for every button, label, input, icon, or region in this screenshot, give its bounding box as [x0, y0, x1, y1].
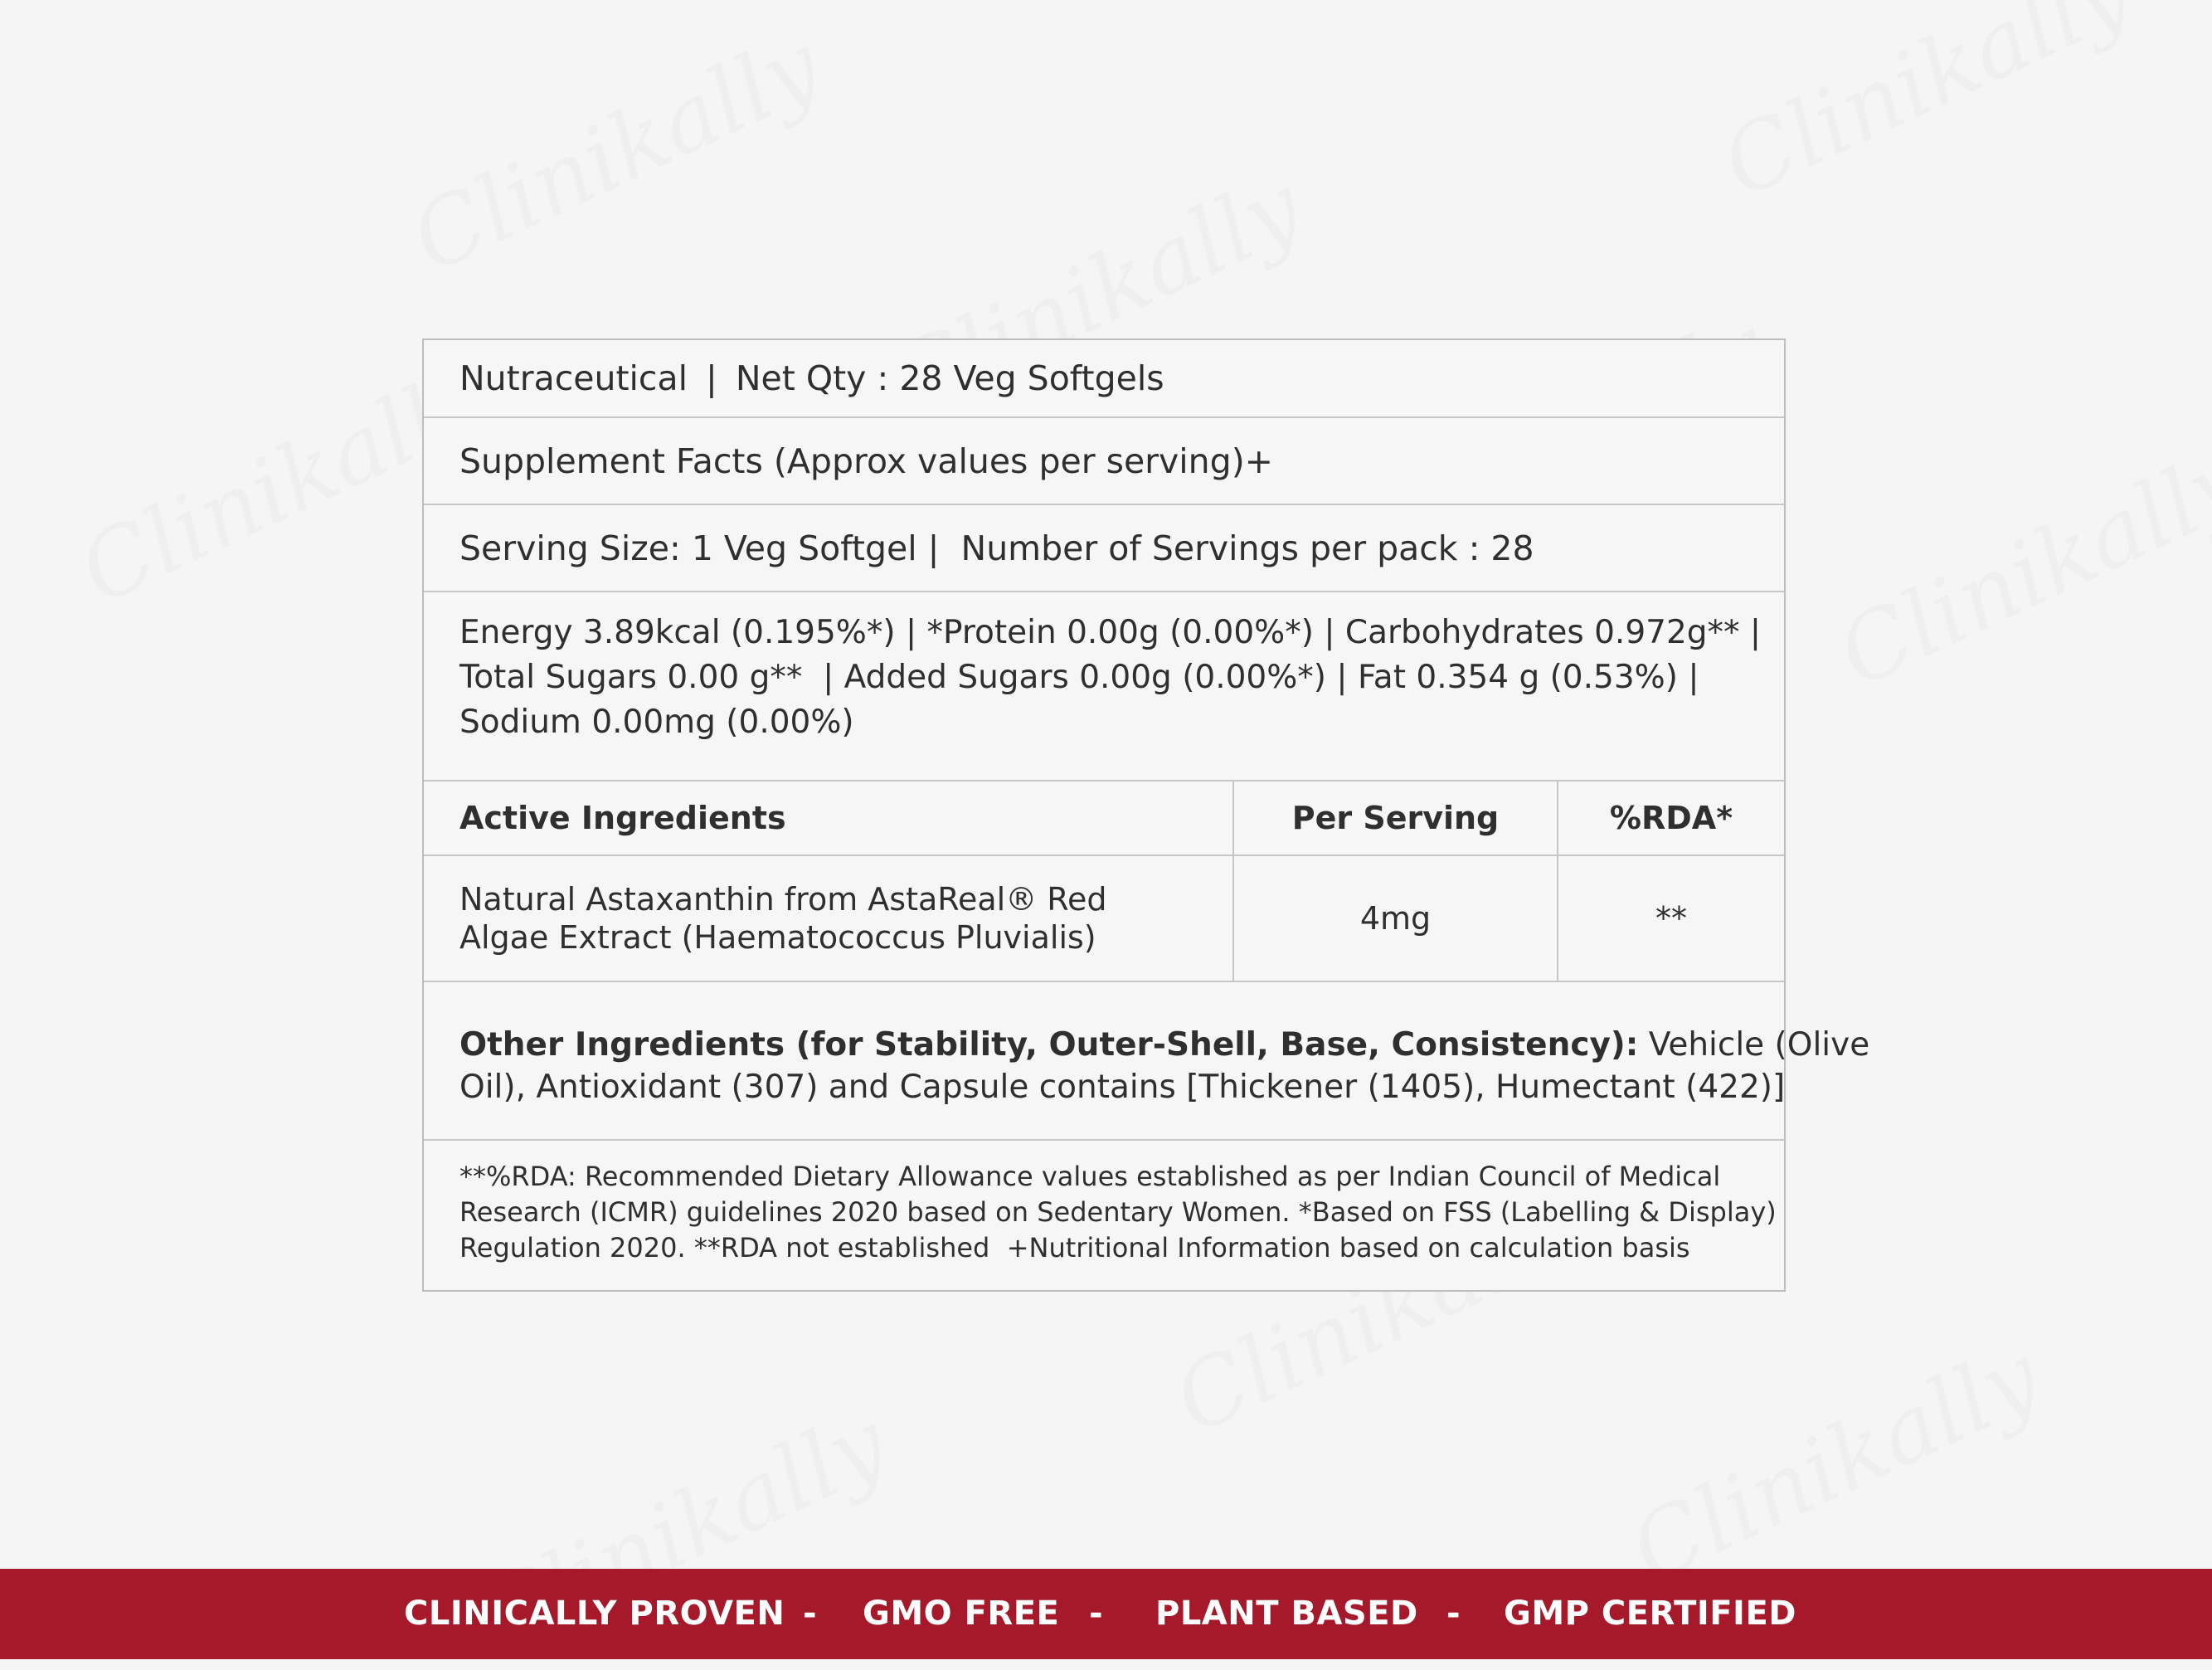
per-serving-cell: 4mg — [1234, 856, 1558, 981]
watermark — [1616, 1323, 2055, 1604]
supplement-facts-title-row — [424, 418, 1784, 505]
watermark — [396, 12, 836, 293]
product-category: Nutraceutical — [459, 358, 688, 398]
rda-cell: ** — [1655, 900, 1687, 937]
supplement-facts-panel — [422, 338, 1870, 1292]
other-ingredients-row — [424, 982, 1870, 1141]
banner-separator: - — [803, 1595, 818, 1633]
nutrition-line: Energy 3.89kcal (0.195%*) | *Protein 0.00g (0.00%*) | Carbohydrates 0.972g** | — [459, 614, 1762, 651]
nutrition-line: Total Sugars 0.00 g** | Added Sugars 0.00g (0.00%*) | Fat 0.354 g (0.53%) | — [459, 659, 1699, 696]
other-ingredients-label: Other Ingredients (for Stability, Outer-Shell, Base, Consistency): — [459, 1026, 1639, 1064]
product-header-row — [424, 340, 1784, 418]
table-row — [424, 856, 1784, 982]
other-ingredients-text: Oil), Antioxidant (307) and Capsule contains [Thickener (1405), Humectant (422)] — [459, 1069, 1786, 1106]
serving-info: Serving Size: 1 Veg Softgel | Number of Servings per pack : 28 — [459, 528, 1534, 568]
other-ingredients-text: Vehicle (Olive — [1638, 1026, 1870, 1064]
active-ingredients-header — [424, 781, 1784, 856]
footnote-line: Research (ICMR) guidelines 2020 based on Sedentary Women. *Based on FSS (Labelling & Display) — [459, 1196, 1777, 1228]
ingredient-name-line: Algae Extract (Haematococcus Pluvialis) — [459, 919, 1096, 956]
certification-banner — [0, 1569, 2212, 1659]
banner-separator: - — [1446, 1595, 1461, 1633]
nutrition-line: Sodium 0.00mg (0.00%) — [459, 704, 854, 741]
column-header-ingredient: Active Ingredients — [424, 781, 1234, 854]
supplement-facts-title: Supplement Facts (Approx values per serving)+ — [459, 441, 1274, 481]
banner-item-clinically-proven: CLINICALLY PROVEN — [404, 1595, 785, 1633]
net-quantity: Net Qty : 28 Veg Softgels — [735, 358, 1164, 398]
other-ingredients-line — [459, 1024, 1870, 1066]
banner-item-gmp-certified: GMP CERTIFIED — [1504, 1595, 1796, 1633]
nutrition-info-row — [424, 592, 1784, 781]
footnote-line: **%RDA: Recommended Dietary Allowance values established as per Indian Council of Medical — [459, 1161, 1721, 1192]
column-header-rda: %RDA* — [1609, 800, 1733, 836]
footnote-row — [424, 1141, 1784, 1290]
header-separator: | — [706, 358, 717, 398]
footnote-line: Regulation 2020. **RDA not established +Nutritional Information based on calculation basis — [459, 1232, 1690, 1263]
watermark — [1707, 0, 2146, 218]
banner-separator: - — [1089, 1595, 1104, 1633]
banner-item-plant-based: PLANT BASED — [1155, 1595, 1418, 1633]
ingredient-name-cell — [424, 856, 1234, 981]
ingredient-name-line: Natural Astaxanthin from AstaReal® Red — [459, 881, 1107, 918]
watermark — [1823, 427, 2212, 708]
column-header-per-serving: Per Serving — [1234, 781, 1558, 854]
banner-item-gmo-free: GMO FREE — [863, 1595, 1060, 1633]
serving-info-row — [424, 505, 1784, 592]
